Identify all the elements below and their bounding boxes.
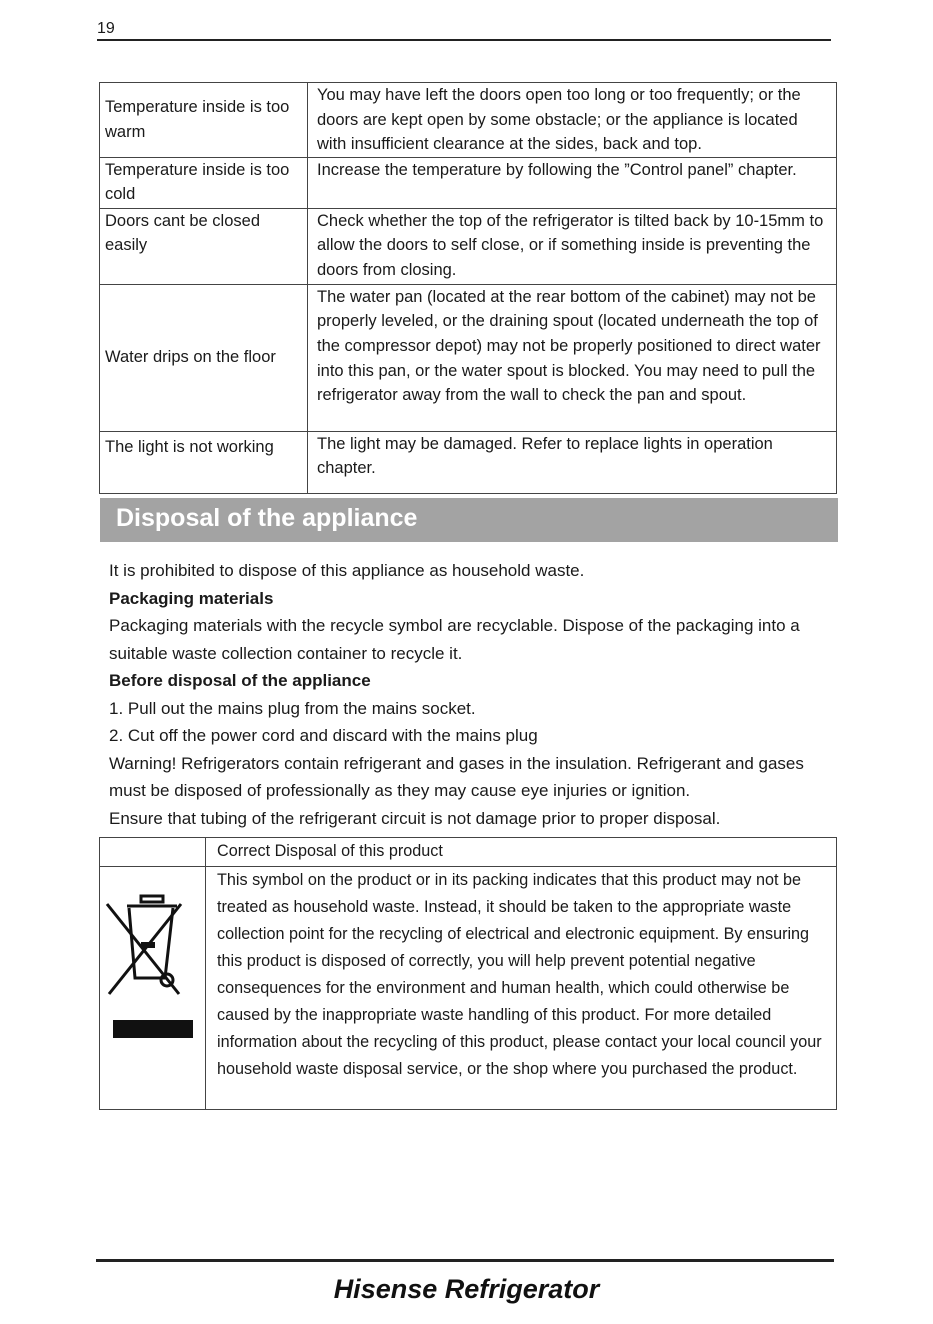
step-item: 1. Pull out the mains plug from the mains socket.: [109, 698, 476, 718]
correct-disposal-heading: Correct Disposal of this product: [206, 838, 837, 867]
page-number: 19: [97, 20, 115, 37]
section-title: Disposal of the appliance: [116, 504, 418, 532]
warning-text: Warning! Refrigerators contain refrigerant and gases in the insulation. Refrigerant and gases must be disposed of professionally as they may cause eye injuries or ignition.: [109, 753, 804, 800]
packaging-heading: Packaging materials: [109, 588, 274, 608]
problem-cell: Temperature inside is too warm: [100, 83, 308, 158]
solution-cell: Check whether the top of the refrigerator is tilted back by 10-15mm to allow the doors to self close, or if something inside is preventing the doors from closing.: [308, 208, 837, 284]
table-row: [100, 83, 837, 158]
disposal-body: [109, 557, 831, 832]
header-rule: [97, 39, 831, 41]
solution-cell: The light may be damaged. Refer to replace lights in operation chapter.: [308, 431, 837, 493]
footer-rule: [96, 1259, 834, 1262]
solution-cell: The water pan (located at the rear bottom of the cabinet) may not be properly leveled, or the draining spout (located underneath the top of the compressor depot) may not be properly positioned to direct water into this pan, or the water spout is blocked. You may need to pull the refrigerator away from the wall to check the pan and spout.: [308, 284, 837, 431]
intro-text: It is prohibited to dispose of this appliance as household waste.: [109, 561, 585, 580]
problem-cell: Water drips on the floor: [100, 284, 308, 431]
problem-cell: The light is not working: [100, 431, 308, 493]
correct-disposal-text: This symbol on the product or in its packing indicates that this product may not be treated as household waste. Instead, it should be taken to the appropriate waste collection point for the recycling of electrical and electronic equipment. By ensuring this product is disposed of correctly, you will help prevent potential negative consequences for the environment and human health, which could otherwise be caused by the inappropriate waste handling of this product. For more detailed information about the recycling of this product, please contact your local council your household waste disposal service, or the shop where you purchased the product.: [206, 867, 837, 1110]
table-row: [100, 867, 837, 1110]
solution-cell: You may have left the doors open too long or too frequently; or the doors are kept open by some obstacle; or the appliance is located with insufficient clearance at the sides, back and top.: [308, 83, 837, 158]
table-row: [100, 284, 837, 431]
crossed-out-wheelie-bin-icon: [101, 868, 204, 1038]
footer-brand: Hisense Refrigerator: [333, 1274, 600, 1304]
ensure-text: Ensure that tubing of the refrigerant circuit is not damage prior to proper disposal.: [109, 808, 721, 828]
section-header: [100, 498, 838, 542]
problem-cell: Doors cant be closed easily: [100, 208, 308, 284]
correct-disposal-table: [99, 837, 837, 1110]
table-row: [100, 431, 837, 493]
problem-cell: Temperature inside is too cold: [100, 157, 308, 208]
table-row: [100, 838, 837, 867]
packaging-text: Packaging materials with the recycle symbol are recyclable. Dispose of the packaging into a suitable waste collection container to recycle it.: [109, 616, 800, 663]
troubleshooting-table: [99, 82, 837, 494]
step-item: 2. Cut off the power cord and discard with the mains plug: [109, 726, 538, 745]
solution-cell: Increase the temperature by following the ”Control panel” chapter.: [308, 157, 837, 208]
table-row: [100, 157, 837, 208]
table-row: [100, 208, 837, 284]
before-disposal-heading: Before disposal of the appliance: [109, 671, 371, 690]
